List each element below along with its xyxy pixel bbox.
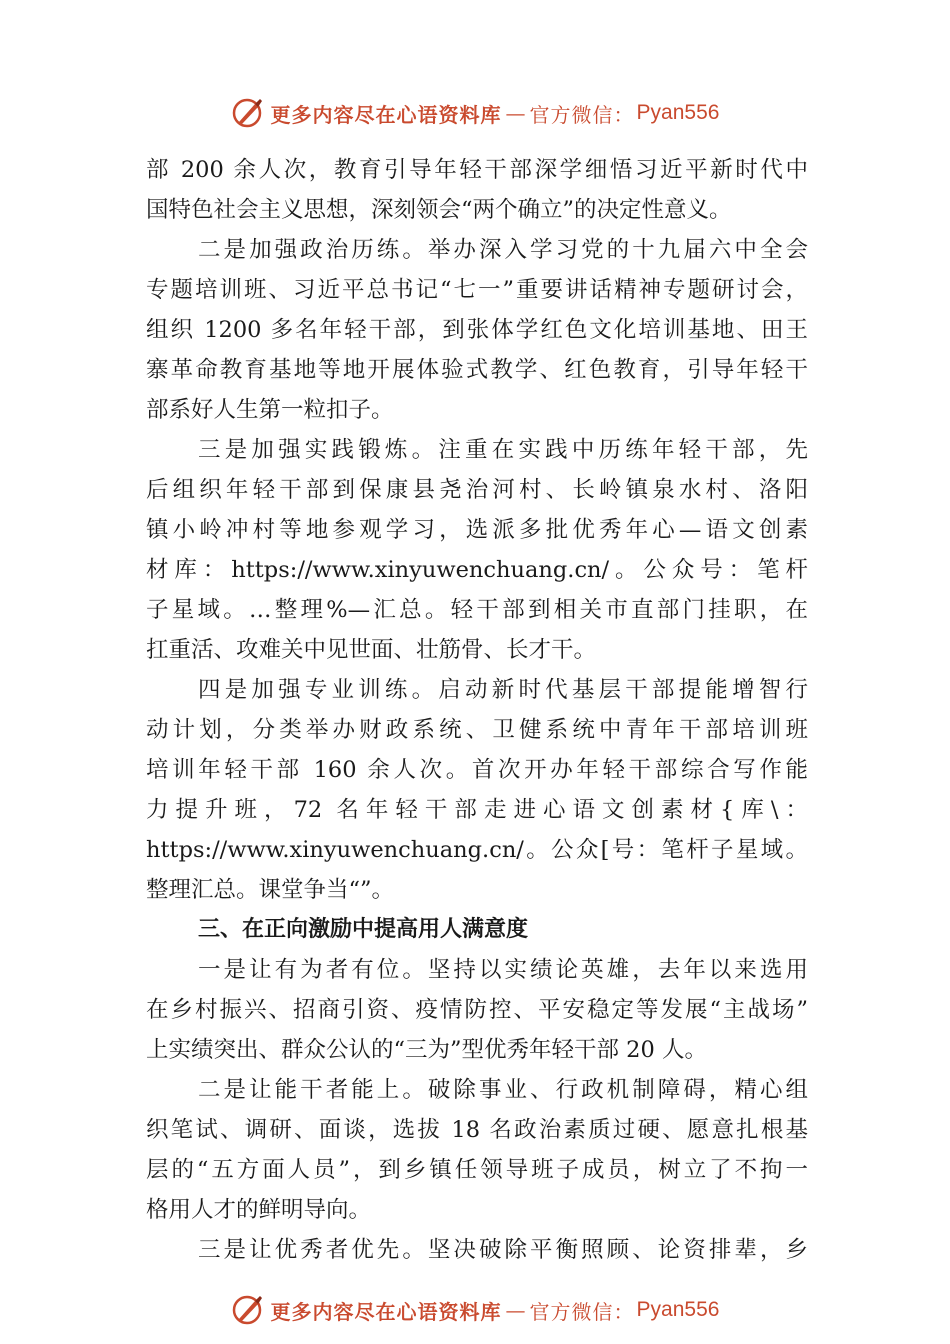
brush-logo-icon bbox=[231, 1293, 265, 1327]
banner-separator: — bbox=[505, 1298, 526, 1322]
text-line: 三是加强实践锻炼。注重在实践中历练年轻干部，先 bbox=[198, 437, 808, 463]
text-line: 力提升班，72 名年轻干部走进心语文创素材{库\： bbox=[146, 797, 808, 823]
footer-banner bbox=[0, 1290, 950, 1330]
text-line: 部系好人生第一粒扣子。 bbox=[146, 397, 394, 423]
text-line: 织笔试、调研、面谈，选拔 18 名政治素质过硬、愿意扎根基 bbox=[146, 1117, 808, 1143]
text-line: 后组织年轻干部到保康县尧治河村、长岭镇泉水村、洛阳 bbox=[146, 477, 808, 503]
text-line: 培训年轻干部 160 余人次。首次开办年轻干部综合写作能 bbox=[146, 757, 808, 783]
text-line: 一是让有为者有位。坚持以实绩论英雄，去年以来选用 bbox=[198, 957, 808, 983]
text-line: 扛重活、攻难关中见世面、壮筋骨、长才干。 bbox=[146, 637, 597, 663]
text-line: 格用人才的鲜明导向。 bbox=[146, 1197, 372, 1223]
text-line: 在乡村振兴、招商引资、疫情防控、平安稳定等发展“主战场” bbox=[146, 997, 808, 1023]
text-line: 专题培训班、习近平总书记“七一”重要讲话精神专题研讨会， bbox=[146, 277, 808, 303]
text-line: 动计划，分类举办财政系统、卫健系统中青年干部培训班 bbox=[146, 717, 808, 743]
text-line: 四是加强专业训练。启动新时代基层干部提能增智行 bbox=[198, 677, 808, 703]
document-body bbox=[146, 150, 808, 1270]
section-heading: 三、在正向激励中提高用人满意度 bbox=[198, 917, 529, 942]
header-banner bbox=[0, 93, 950, 133]
banner-wechat-id: Pyan556 bbox=[636, 1298, 720, 1321]
text-line: 镇小岭冲村等地参观学习，选派多批优秀年心—语文创素 bbox=[146, 517, 808, 543]
text-line: 整理汇总。课堂争当“”。 bbox=[146, 877, 395, 903]
text-line: 国特色社会主义思想，深刻领会“两个确立”的决定性意义。 bbox=[146, 197, 732, 223]
banner-label: 官方微信： bbox=[529, 1299, 635, 1324]
text-line: 部 200 余人次，教育引导年轻干部深学细悟习近平新时代中 bbox=[146, 157, 808, 183]
text-line: 二是让能干者能上。破除事业、行政机制障碍，精心组 bbox=[198, 1077, 808, 1103]
text-line: https://www.xinyuwenchuang.cn/。公众[号：笔杆子星域。 bbox=[146, 837, 808, 863]
text-line: 三是让优秀者优先。坚决破除平衡照顾、论资排辈，乡 bbox=[198, 1237, 808, 1263]
text-line: 组织 1200 多名年轻干部，到张体学红色文化培训基地、田王 bbox=[146, 317, 808, 343]
banner-wechat-id: Pyan556 bbox=[636, 101, 720, 124]
text-line: 子星域。…整理%—汇总。轻干部到相关市直部门挂职，在 bbox=[146, 597, 808, 623]
banner-title: 更多内容尽在心语资料库 bbox=[270, 102, 502, 127]
text-line: 材库：https://www.xinyuwenchuang.cn/。公众号：笔杆 bbox=[146, 557, 808, 583]
text-line: 上实绩突出、群众公认的“三为”型优秀年轻干部 20 人。 bbox=[146, 1037, 707, 1063]
text-line: 寨革命教育基地等地开展体验式教学、红色教育，引导年轻干 bbox=[146, 357, 808, 383]
banner-label: 官方微信： bbox=[529, 102, 635, 127]
banner-separator: — bbox=[505, 101, 526, 125]
banner-title: 更多内容尽在心语资料库 bbox=[270, 1299, 502, 1324]
text-line: 二是加强政治历练。举办深入学习党的十九届六中全会 bbox=[198, 237, 808, 263]
text-line: 层的“五方面人员”，到乡镇任领导班子成员，树立了不拘一 bbox=[146, 1157, 808, 1183]
brush-logo-icon bbox=[231, 96, 265, 130]
